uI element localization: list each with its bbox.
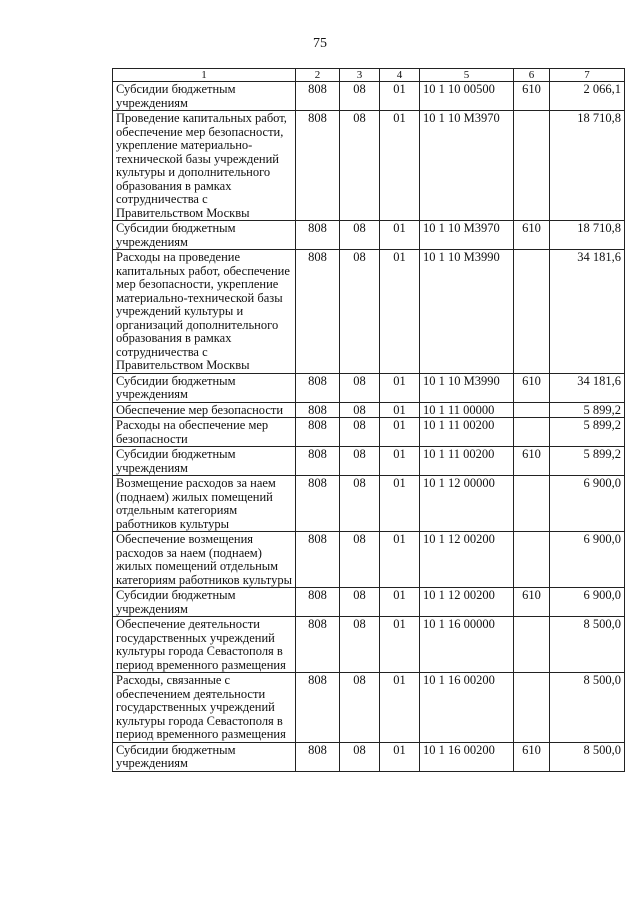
cell-ministry-code: 808: [296, 532, 340, 588]
row-description: Расходы на проведение капитальных работ, обеспечение мер безопасности, укрепление материально-технической базы учреждений культуры и организаций дополнительного образования в рамках сотрудничества с Правительством Москвы: [113, 250, 296, 374]
cell-ministry-code: 808: [296, 673, 340, 743]
table-row: [113, 221, 625, 250]
cell-expense-type: [514, 476, 550, 532]
cell-expense-type: 610: [514, 82, 550, 111]
table-row: [113, 476, 625, 532]
cell-expense-type: [514, 532, 550, 588]
column-header: 6: [514, 69, 550, 82]
cell-target-article: 10 1 10 М3970: [420, 111, 514, 221]
cell-section-code: 08: [340, 221, 380, 250]
cell-amount: 6 900,0: [550, 476, 625, 532]
cell-amount: 8 500,0: [550, 673, 625, 743]
cell-amount: 18 710,8: [550, 111, 625, 221]
row-description: Проведение капитальных работ, обеспечение мер безопасности, укрепление материально-технической базы учреждений культуры и дополнительного образования в рамках сотрудничества с Правительством Москвы: [113, 111, 296, 221]
row-description: Субсидии бюджетным учреждениям: [113, 447, 296, 476]
cell-target-article: 10 1 12 00000: [420, 476, 514, 532]
cell-section-code: 08: [340, 532, 380, 588]
cell-ministry-code: 808: [296, 111, 340, 221]
column-header: 7: [550, 69, 625, 82]
cell-expense-type: [514, 250, 550, 374]
row-description: Обеспечение возмещения расходов за наем (поднаем) жилых помещений отдельным категориям работников культуры: [113, 532, 296, 588]
cell-section-code: 08: [340, 588, 380, 617]
cell-target-article: 10 1 10 М3990: [420, 250, 514, 374]
row-description: Расходы на обеспечение мер безопасности: [113, 418, 296, 447]
cell-target-article: 10 1 12 00200: [420, 588, 514, 617]
cell-amount: 5 899,2: [550, 418, 625, 447]
cell-target-article: 10 1 10 00500: [420, 82, 514, 111]
cell-section-code: 08: [340, 617, 380, 673]
cell-subsection-code: 01: [380, 418, 420, 447]
cell-amount: 34 181,6: [550, 373, 625, 402]
table-row: [113, 373, 625, 402]
cell-amount: 6 900,0: [550, 532, 625, 588]
header-row: [113, 69, 625, 82]
cell-subsection-code: 01: [380, 82, 420, 111]
cell-target-article: 10 1 12 00200: [420, 532, 514, 588]
cell-amount: 18 710,8: [550, 221, 625, 250]
cell-amount: 8 500,0: [550, 617, 625, 673]
cell-section-code: 08: [340, 476, 380, 532]
cell-ministry-code: 808: [296, 476, 340, 532]
row-description: Расходы, связанные с обеспечением деятельности государственных учреждений культуры города Севастополя в период временного размещения: [113, 673, 296, 743]
cell-expense-type: [514, 673, 550, 743]
row-description: Субсидии бюджетным учреждениям: [113, 742, 296, 771]
row-description: Обеспечение мер безопасности: [113, 402, 296, 418]
row-description: Возмещение расходов за наем (поднаем) жилых помещений отдельным категориям работников культуры: [113, 476, 296, 532]
cell-section-code: 08: [340, 447, 380, 476]
cell-target-article: 10 1 11 00200: [420, 418, 514, 447]
cell-expense-type: 610: [514, 373, 550, 402]
cell-amount: 6 900,0: [550, 588, 625, 617]
table-row: [113, 82, 625, 111]
row-description: Субсидии бюджетным учреждениям: [113, 82, 296, 111]
cell-amount: 2 066,1: [550, 82, 625, 111]
cell-section-code: 08: [340, 402, 380, 418]
cell-section-code: 08: [340, 373, 380, 402]
cell-target-article: 10 1 10 М3990: [420, 373, 514, 402]
table-row: [113, 111, 625, 221]
cell-ministry-code: 808: [296, 250, 340, 374]
cell-target-article: 10 1 16 00000: [420, 617, 514, 673]
table-row: [113, 250, 625, 374]
cell-subsection-code: 01: [380, 447, 420, 476]
table-row: [113, 418, 625, 447]
cell-expense-type: 610: [514, 742, 550, 771]
cell-expense-type: [514, 402, 550, 418]
cell-ministry-code: 808: [296, 373, 340, 402]
cell-section-code: 08: [340, 742, 380, 771]
cell-target-article: 10 1 11 00200: [420, 447, 514, 476]
column-header: 1: [113, 69, 296, 82]
column-header: 4: [380, 69, 420, 82]
cell-section-code: 08: [340, 82, 380, 111]
cell-ministry-code: 808: [296, 742, 340, 771]
cell-expense-type: [514, 111, 550, 221]
cell-subsection-code: 01: [380, 111, 420, 221]
cell-ministry-code: 808: [296, 617, 340, 673]
cell-amount: 8 500,0: [550, 742, 625, 771]
cell-amount: 5 899,2: [550, 447, 625, 476]
cell-ministry-code: 808: [296, 418, 340, 447]
cell-section-code: 08: [340, 250, 380, 374]
cell-amount: 5 899,2: [550, 402, 625, 418]
column-header: 5: [420, 69, 514, 82]
column-header: 2: [296, 69, 340, 82]
row-description: Обеспечение деятельности государственных учреждений культуры города Севастополя в период временного размещения: [113, 617, 296, 673]
cell-subsection-code: 01: [380, 742, 420, 771]
cell-ministry-code: 808: [296, 588, 340, 617]
cell-expense-type: [514, 617, 550, 673]
cell-amount: 34 181,6: [550, 250, 625, 374]
cell-subsection-code: 01: [380, 532, 420, 588]
cell-subsection-code: 01: [380, 588, 420, 617]
table-row: [113, 447, 625, 476]
cell-subsection-code: 01: [380, 617, 420, 673]
cell-ministry-code: 808: [296, 402, 340, 418]
cell-target-article: 10 1 11 00000: [420, 402, 514, 418]
cell-ministry-code: 808: [296, 82, 340, 111]
cell-target-article: 10 1 10 М3970: [420, 221, 514, 250]
column-header: 3: [340, 69, 380, 82]
cell-expense-type: 610: [514, 221, 550, 250]
page-number: 75: [313, 36, 327, 51]
cell-section-code: 08: [340, 111, 380, 221]
cell-target-article: 10 1 16 00200: [420, 673, 514, 743]
cell-expense-type: 610: [514, 588, 550, 617]
table-row: [113, 673, 625, 743]
cell-section-code: 08: [340, 418, 380, 447]
cell-ministry-code: 808: [296, 447, 340, 476]
cell-subsection-code: 01: [380, 673, 420, 743]
cell-subsection-code: 01: [380, 373, 420, 402]
table-row: [113, 588, 625, 617]
row-description: Субсидии бюджетным учреждениям: [113, 588, 296, 617]
cell-expense-type: [514, 418, 550, 447]
table-row: [113, 617, 625, 673]
cell-section-code: 08: [340, 673, 380, 743]
row-description: Субсидии бюджетным учреждениям: [113, 373, 296, 402]
budget-table: [112, 68, 625, 772]
row-description: Субсидии бюджетным учреждениям: [113, 221, 296, 250]
cell-target-article: 10 1 16 00200: [420, 742, 514, 771]
cell-subsection-code: 01: [380, 250, 420, 374]
table-row: [113, 742, 625, 771]
cell-subsection-code: 01: [380, 402, 420, 418]
table-row: [113, 402, 625, 418]
cell-expense-type: 610: [514, 447, 550, 476]
table-row: [113, 532, 625, 588]
cell-ministry-code: 808: [296, 221, 340, 250]
cell-subsection-code: 01: [380, 476, 420, 532]
cell-subsection-code: 01: [380, 221, 420, 250]
